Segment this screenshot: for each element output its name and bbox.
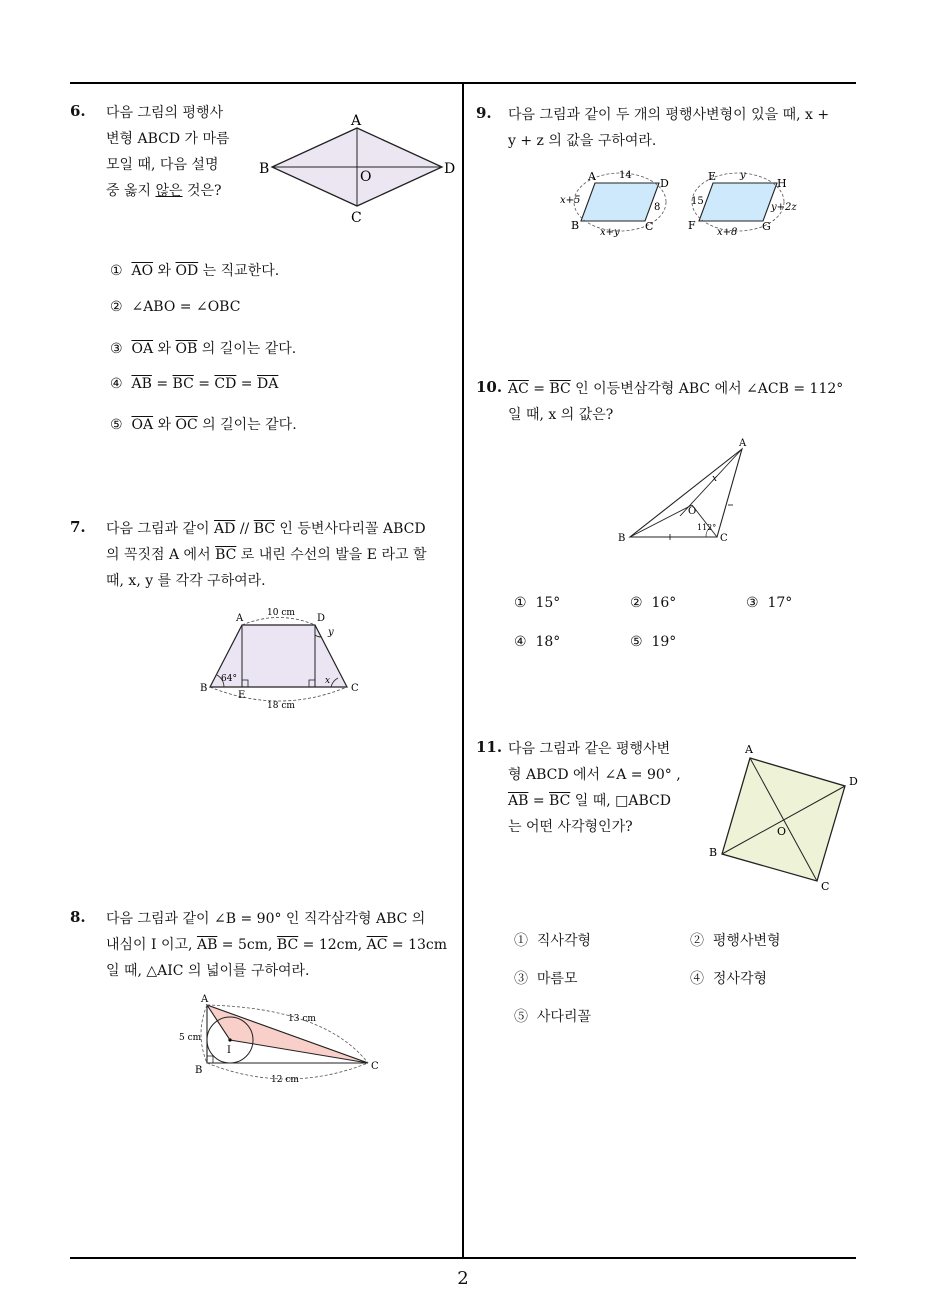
label-a: A (588, 170, 596, 183)
q6-option-2[interactable]: ② ∠ABO = ∠OBC (110, 299, 241, 315)
label-h: H (777, 177, 787, 190)
q11-number: 11. (476, 738, 503, 756)
label-top: y (740, 170, 746, 181)
q6-line: 모일 때, 다음 설명 (106, 157, 219, 173)
label-top-length: 10 cm (267, 608, 295, 618)
label-ab-length: 5 cm (179, 1033, 202, 1043)
label-b: B (259, 161, 270, 177)
label-right: 8 (654, 202, 661, 213)
label-f: F (688, 219, 696, 232)
label-c: C (720, 533, 728, 544)
q11-option-5[interactable]: ⑤ 사다리꼴 (514, 1009, 592, 1025)
label-bottom-length: 18 cm (267, 701, 295, 711)
label-a: A (201, 994, 209, 1005)
label-a: A (236, 613, 244, 624)
label-o: O (777, 825, 787, 838)
label-e: E (708, 170, 717, 183)
parallelogram-abcd (560, 170, 669, 238)
label-angle: 64° (221, 674, 237, 684)
label-a: A (745, 743, 753, 756)
q10-number: 10. (476, 378, 503, 396)
q7-trapezoid-figure (195, 605, 370, 715)
label-x: x (325, 676, 331, 686)
label-d: D (317, 613, 326, 624)
q10-option-4[interactable]: ④ 18° (514, 634, 561, 650)
label-o: O (688, 506, 697, 517)
parallelogram-efgh (688, 170, 797, 238)
label-y: y (328, 627, 334, 638)
q10-triangle-figure (612, 433, 762, 548)
q6-line: 변형 ABCD 가 마름 (106, 131, 230, 147)
q11-option-1[interactable]: ① 직사각형 (514, 933, 592, 949)
q6-line: 중 옳지 않은 것은? (106, 183, 222, 199)
label-g: G (762, 220, 771, 233)
q6-option-3[interactable]: ③ $\overline{OA}$ 와 $\overline{OB}$ 의 길이는 같다. (110, 341, 297, 357)
q9-number: 9. (476, 104, 492, 122)
q8-text: 다음 그림과 같이 ∠B = 90° 인 직각삼각형 ABC 의 내심이 I 이고, $\overline{AB} = 5cm$, $\overline{BC} = 12cm$, $\overline{AC} = 13cm$ 일 때, △AIC 의 넓이를 구하여라. (106, 911, 448, 979)
q10-option-3[interactable]: ③ 17° (746, 595, 793, 611)
q10-option-2[interactable]: ② 16° (630, 595, 677, 611)
label-c: C (351, 683, 359, 694)
q6-rhombus-figure (255, 110, 465, 230)
label-angle: 112° (697, 523, 717, 532)
q6-option-1[interactable]: ① $\overline{AO}$ 와 $\overline{OD}$ 는 직교한다. (110, 263, 280, 279)
q11-text: 다음 그림과 같은 평행사변 형 ABCD 에서 ∠A = 90° , $\overline{AB} = \overline{BC}$ 일 때, □ABCD 는 어떤 사각형인가? (508, 741, 681, 835)
label-b: B (618, 533, 626, 544)
label-i: I (227, 1045, 231, 1056)
label-x: x (712, 474, 718, 484)
page-number: 2 (457, 1268, 469, 1289)
q9-parallelograms-figure (555, 163, 815, 243)
q6-option-5[interactable]: ⑤ $\overline{OA}$ 와 $\overline{OC}$ 의 길이는 같다. (110, 417, 297, 433)
q11-option-3[interactable]: ③ 마름모 (514, 971, 578, 987)
triangle-abc (630, 449, 742, 537)
q8-number: 8. (70, 908, 86, 926)
label-a: A (351, 113, 362, 129)
q11-option-2[interactable]: ② 평행사변형 (690, 933, 781, 949)
label-b: B (195, 1065, 203, 1076)
label-d: D (849, 775, 858, 788)
label-a: A (739, 438, 747, 449)
label-b: B (571, 219, 580, 232)
q6-emphasis: 않은 (155, 183, 183, 199)
label-bottom: x+8 (717, 227, 738, 238)
q6-number: 6. (70, 102, 86, 120)
q6-option-4[interactable]: ④ $\overline{AB} = \overline{BC} = \overline{CD} = \overline{DA}$ (110, 376, 279, 392)
label-o: O (360, 169, 372, 185)
label-top: 14 (619, 170, 632, 181)
label-c: C (821, 880, 830, 893)
q8-triangle-figure (175, 990, 390, 1085)
label-c: C (371, 1061, 379, 1072)
q9-text: 다음 그림과 같이 두 개의 평행사변형이 있을 때, x + y + z 의 값을 구하여라. (508, 107, 830, 149)
label-d: D (444, 161, 456, 177)
label-e: E (238, 690, 246, 701)
q6-line: 다음 그림의 평행사 (106, 105, 224, 121)
q11-option-4[interactable]: ④ 정사각형 (690, 971, 768, 987)
label-c: C (645, 220, 654, 233)
q7-text: 다음 그림과 같이 $\overline{AD} // \overline{BC}$ 인 등변사다리꼴 ABCD 의 꼭짓점 A 에서 $\overline{BC}$ 로 내린 수선의 발을 E 라고 할 때, x, y 를 각각 구하여라. (106, 521, 427, 589)
q7-number: 7. (70, 518, 86, 536)
q10-option-5[interactable]: ⑤ 19° (630, 634, 677, 650)
label-b: B (709, 846, 718, 859)
q10-text: $\overline{AC} = \overline{BC}$ 인 이등변삼각형 ABC 에서 ∠ACB = 112° 일 때, x 의 값은? (508, 381, 844, 423)
label-b: B (200, 683, 208, 694)
label-bottom: x+y (600, 227, 620, 238)
label-d: D (660, 177, 669, 190)
label-ac-length: 13 cm (288, 1014, 316, 1024)
label-left: 15 (691, 196, 704, 207)
label-right: y+2z (771, 202, 797, 213)
label-bc-length: 12 cm (271, 1075, 299, 1085)
q10-option-1[interactable]: ① 15° (514, 595, 561, 611)
q11-square-figure (705, 738, 865, 898)
q6-text (106, 100, 266, 204)
label-c: C (351, 210, 362, 226)
column-divider (462, 82, 464, 1258)
label-left: x+5 (560, 195, 581, 206)
